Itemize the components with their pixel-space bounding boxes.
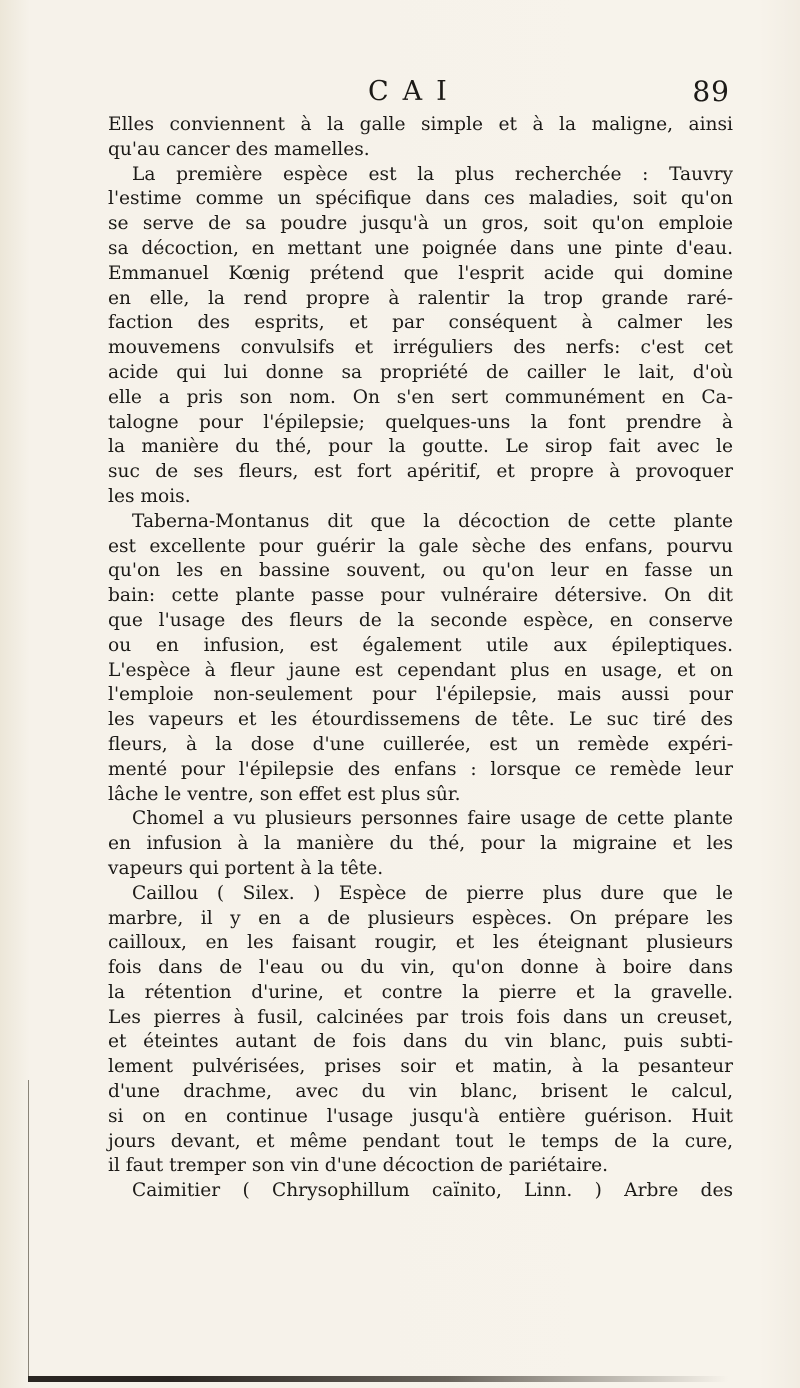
text-line: menté pour l'épilepsie des enfans : lorsque ce remède leur — [108, 758, 733, 780]
text-line: Les pierres à fusil, calcinées par trois fois dans un creuset, — [108, 1006, 733, 1028]
text-line: Taberna-Montanus dit que la décoction de cette plante — [132, 510, 733, 532]
text-line: La première espèce est la plus recherchée : Tauvry — [132, 163, 733, 185]
text-line: la manière du thé, pour la goutte. Le sirop fait avec le — [108, 436, 733, 458]
text-line: Chomel a vu plusieurs personnes faire usage de cette plante — [132, 808, 733, 830]
text-line: l'emploie non-seulement pour l'épilepsie, mais aussi pour — [108, 684, 733, 706]
text-line: lâche le ventre, son effet est plus sûr. — [108, 783, 461, 805]
text-line: fois dans de l'eau ou du vin, qu'on donne à boire dans — [108, 957, 733, 979]
text-line: mouvemens convulsifs et irréguliers des nerfs: c'est cet — [108, 337, 733, 359]
text-line: en infusion à la manière du thé, pour la migraine et les — [108, 833, 733, 855]
text-line: les mois. — [108, 485, 191, 507]
text-line: ou en infusion, est également utile aux épileptiques. — [108, 634, 733, 656]
text-line: Emmanuel Kœnig prétend que l'esprit acide qui domine — [108, 262, 733, 284]
text-line: la rétention d'urine, et contre la pierre et la gravelle. — [108, 981, 733, 1003]
text-line: L'espèce à fleur jaune est cependant plus en usage, et on — [108, 659, 733, 681]
text-line: les vapeurs et les étourdissemens de tête. Le suc tiré des — [108, 709, 733, 731]
text-line: Caimitier ( Chrysophillum caïnito, Linn. ) Arbre des — [132, 1180, 733, 1202]
text-line: qu'au cancer des mamelles. — [108, 138, 370, 160]
page-number: 89 — [692, 75, 730, 108]
text-line: lement pulvérisées, prises soir et matin, à la pesanteur — [108, 1056, 733, 1078]
text-line: Caillou ( Silex. ) Espèce de pierre plus dure que le — [132, 882, 733, 904]
body-text — [108, 113, 733, 1204]
text-line: elle a pris son nom. On s'en sert communément en Ca- — [108, 386, 733, 408]
text-line: l'estime comme un spécifique dans ces maladies, soit qu'on — [108, 188, 733, 210]
text-line: bain: cette plante passe pour vulnéraire détersive. On dit — [108, 585, 733, 607]
text-line: fleurs, à la dose d'une cuillerée, est un remède expéri- — [108, 733, 733, 755]
text-line: suc de ses fleurs, est fort apéritif, et propre à provoquer — [108, 461, 733, 483]
text-line: cailloux, en les faisant rougir, et les éteignant plusieurs — [108, 932, 733, 954]
text-line: acide qui lui donne sa propriété de cailler le lait, d'où — [108, 361, 733, 383]
text-line: que l'usage des fleurs de la seconde espèce, en conserve — [108, 609, 733, 631]
text-line: qu'on les en bassine souvent, ou qu'on leur en fasse un — [108, 560, 733, 582]
text-line: si on en continue l'usage jusqu'à entière guérison. Huit — [108, 1105, 733, 1127]
text-line: et éteintes autant de fois dans du vin blanc, puis subti- — [108, 1031, 733, 1053]
running-title: CAI — [368, 76, 461, 107]
text-line: est excellente pour guérir la gale sèche des enfans, pourvu — [108, 535, 733, 557]
text-line: talogne pour l'épilepsie; quelques-uns la font prendre à — [108, 411, 733, 433]
page-header — [110, 72, 730, 112]
text-line: Elles conviennent à la galle simple et à la maligne, ainsi — [108, 114, 733, 135]
page-bottom-edge — [28, 1376, 728, 1382]
text-line: se serve de sa poudre jusqu'à un gros, soit qu'on emploie — [108, 213, 733, 235]
text-line: faction des esprits, et par conséquent à calmer les — [108, 312, 733, 334]
text-line: vapeurs qui portent à la tête. — [108, 857, 384, 879]
page-edge-shadow — [28, 1080, 29, 1380]
text-line: en elle, la rend propre à ralentir la trop grande raré- — [108, 287, 733, 309]
text-line: d'une drachme, avec du vin blanc, brisent le calcul, — [108, 1081, 733, 1103]
text-line: jours devant, et même pendant tout le temps de la cure, — [108, 1130, 733, 1152]
text-line: il faut tremper son vin d'une décoction de pariétaire. — [108, 1155, 609, 1177]
text-line: marbre, il y en a de plusieurs espèces. On prépare les — [108, 907, 733, 929]
text-line: sa décoction, en mettant une poignée dans une pinte d'eau. — [108, 237, 733, 259]
